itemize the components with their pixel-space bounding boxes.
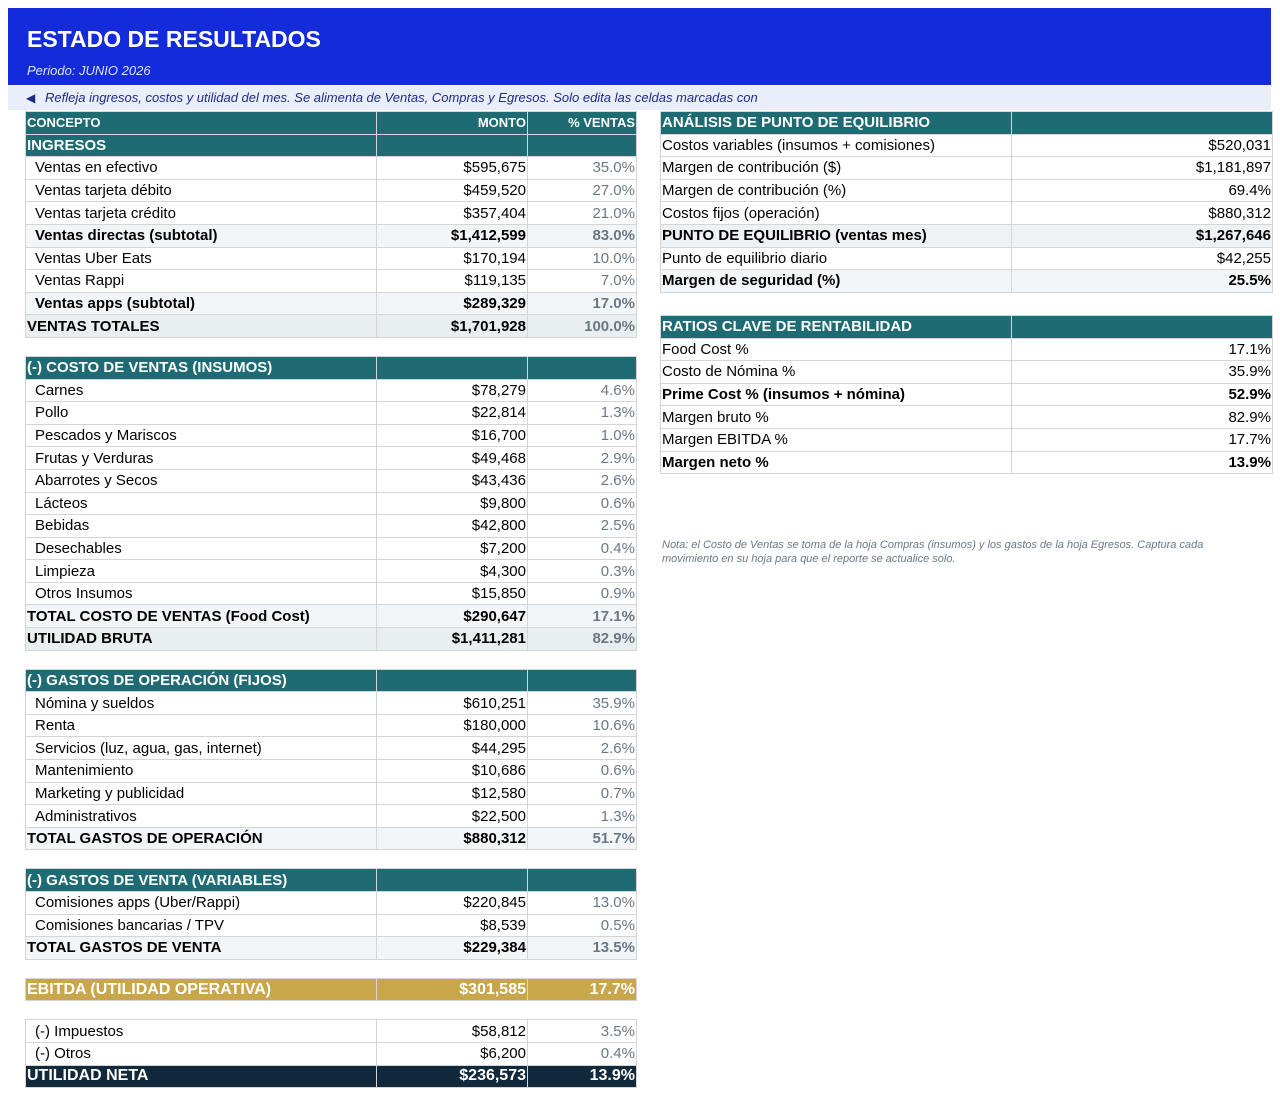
row-label[interactable]: Frutas y Verduras bbox=[26, 447, 377, 470]
safety-margin-row[interactable] bbox=[661, 270, 1273, 293]
table-row[interactable] bbox=[26, 782, 637, 805]
table-row[interactable] bbox=[26, 157, 637, 180]
table-row[interactable] bbox=[661, 179, 1273, 202]
row-pct[interactable]: 83.0% bbox=[528, 224, 637, 247]
row-amount[interactable]: $880,312 bbox=[377, 827, 528, 850]
instruction-text: Refleja ingresos, costos y utilidad del mes. Se alimenta de Ventas, Compras y Egresos. Solo edita las celdas marcadas con bbox=[45, 90, 758, 105]
row-amount[interactable]: $9,800 bbox=[377, 492, 528, 515]
break-even-row[interactable] bbox=[661, 224, 1273, 247]
row-pct[interactable]: 17.1% bbox=[528, 605, 637, 628]
row-label[interactable]: Ventas tarjeta crédito bbox=[26, 202, 377, 225]
row-pct[interactable]: 2.6% bbox=[528, 737, 637, 760]
table-row[interactable] bbox=[26, 469, 637, 492]
table-header-row bbox=[26, 112, 637, 135]
report-title: ESTADO DE RESULTADOS bbox=[27, 26, 321, 52]
row-amount[interactable]: $220,845 bbox=[377, 892, 528, 915]
row-pct[interactable]: 0.7% bbox=[528, 782, 637, 805]
table-row[interactable] bbox=[661, 202, 1273, 225]
row-label[interactable]: Mantenimiento bbox=[26, 760, 377, 783]
report-header bbox=[8, 8, 1271, 85]
row-label[interactable]: UTILIDAD BRUTA bbox=[26, 628, 377, 651]
row-amount[interactable]: $8,539 bbox=[377, 914, 528, 937]
row-value[interactable]: 69.4% bbox=[1012, 179, 1273, 202]
row-value[interactable]: $880,312 bbox=[1012, 202, 1273, 225]
table-row[interactable] bbox=[26, 202, 637, 225]
total-row[interactable] bbox=[26, 315, 637, 338]
row-pct[interactable]: 0.5% bbox=[528, 914, 637, 937]
row-label[interactable]: Costos variables (insumos + comisiones) bbox=[661, 134, 1012, 157]
row-pct[interactable]: 0.3% bbox=[528, 560, 637, 583]
table-row[interactable] bbox=[26, 402, 637, 425]
section-title: (-) COSTO DE VENTAS (INSUMOS) bbox=[26, 356, 377, 379]
row-amount[interactable]: $301,585 bbox=[377, 978, 528, 1001]
section-title: (-) GASTOS DE OPERACIÓN (FIJOS) bbox=[26, 669, 377, 692]
break-even-table bbox=[660, 111, 1273, 293]
row-amount[interactable]: $1,412,599 bbox=[377, 224, 528, 247]
row-pct[interactable]: 51.7% bbox=[528, 827, 637, 850]
row-pct[interactable]: 35.0% bbox=[528, 157, 637, 180]
row-label[interactable]: Costo de Nómina % bbox=[661, 361, 1012, 384]
row-label[interactable]: TOTAL GASTOS DE VENTA bbox=[26, 937, 377, 960]
row-label[interactable]: TOTAL COSTO DE VENTAS (Food Cost) bbox=[26, 605, 377, 628]
row-amount[interactable]: $42,800 bbox=[377, 515, 528, 538]
row-label[interactable]: Costos fijos (operación) bbox=[661, 202, 1012, 225]
row-pct[interactable]: 0.4% bbox=[528, 1042, 637, 1065]
row-amount[interactable]: $610,251 bbox=[377, 692, 528, 715]
ratios-table bbox=[660, 315, 1273, 474]
ebitda-row[interactable] bbox=[26, 978, 637, 1001]
gross-profit-row[interactable] bbox=[26, 628, 637, 651]
table-row[interactable] bbox=[26, 424, 637, 447]
row-amount[interactable]: $229,384 bbox=[377, 937, 528, 960]
row-amount[interactable]: $236,573 bbox=[377, 1065, 528, 1088]
row-amount[interactable]: $78,279 bbox=[377, 379, 528, 402]
row-label[interactable]: Limpieza bbox=[26, 560, 377, 583]
table-row[interactable] bbox=[26, 805, 637, 828]
row-label[interactable]: Renta bbox=[26, 714, 377, 737]
row-value[interactable]: 17.7% bbox=[1012, 428, 1273, 451]
table-row[interactable] bbox=[661, 383, 1273, 406]
row-amount[interactable]: $49,468 bbox=[377, 447, 528, 470]
row-label[interactable]: Comisiones bancarias / TPV bbox=[26, 914, 377, 937]
row-pct[interactable]: 1.3% bbox=[528, 402, 637, 425]
row-amount[interactable]: $459,520 bbox=[377, 179, 528, 202]
total-row[interactable] bbox=[26, 605, 637, 628]
row-value[interactable]: $1,181,897 bbox=[1012, 157, 1273, 180]
ratios-header bbox=[661, 316, 1273, 339]
row-pct[interactable]: 10.6% bbox=[528, 714, 637, 737]
row-amount[interactable]: $10,686 bbox=[377, 760, 528, 783]
header-concepto: CONCEPTO bbox=[26, 112, 377, 135]
row-amount[interactable]: $1,701,928 bbox=[377, 315, 528, 338]
table-row[interactable] bbox=[26, 447, 637, 470]
row-pct[interactable]: 1.0% bbox=[528, 424, 637, 447]
row-amount[interactable]: $22,814 bbox=[377, 402, 528, 425]
row-label[interactable]: Ventas Rappi bbox=[26, 270, 377, 293]
table-row[interactable] bbox=[661, 361, 1273, 384]
row-pct[interactable]: 13.9% bbox=[528, 1065, 637, 1088]
row-pct[interactable]: 82.9% bbox=[528, 628, 637, 651]
table-row[interactable] bbox=[26, 515, 637, 538]
row-amount[interactable]: $595,675 bbox=[377, 157, 528, 180]
row-pct[interactable]: 0.6% bbox=[528, 492, 637, 515]
row-label[interactable]: Margen neto % bbox=[661, 451, 1012, 474]
row-pct[interactable]: 13.5% bbox=[528, 937, 637, 960]
row-pct[interactable]: 1.3% bbox=[528, 805, 637, 828]
row-amount[interactable]: $12,580 bbox=[377, 782, 528, 805]
row-label[interactable]: VENTAS TOTALES bbox=[26, 315, 377, 338]
table-row[interactable] bbox=[26, 737, 637, 760]
row-amount[interactable]: $289,329 bbox=[377, 292, 528, 315]
table-row[interactable] bbox=[661, 247, 1273, 270]
row-label[interactable]: Lácteos bbox=[26, 492, 377, 515]
row-label[interactable]: (-) Impuestos bbox=[26, 1020, 377, 1043]
row-amount[interactable]: $15,850 bbox=[377, 582, 528, 605]
row-pct[interactable]: 2.5% bbox=[528, 515, 637, 538]
table-row[interactable] bbox=[26, 692, 637, 715]
section-gastos-venta bbox=[26, 869, 637, 892]
table-row[interactable] bbox=[26, 582, 637, 605]
row-amount[interactable]: $119,135 bbox=[377, 270, 528, 293]
table-row[interactable] bbox=[661, 451, 1273, 474]
break-even-header bbox=[661, 112, 1273, 135]
row-label[interactable]: Marketing y publicidad bbox=[26, 782, 377, 805]
row-pct[interactable]: 3.5% bbox=[528, 1020, 637, 1043]
row-label[interactable]: Comisiones apps (Uber/Rappi) bbox=[26, 892, 377, 915]
row-label[interactable]: Carnes bbox=[26, 379, 377, 402]
row-label[interactable]: Otros Insumos bbox=[26, 582, 377, 605]
row-amount[interactable]: $22,500 bbox=[377, 805, 528, 828]
total-row[interactable] bbox=[26, 937, 637, 960]
row-pct[interactable]: 0.6% bbox=[528, 760, 637, 783]
row-label[interactable]: PUNTO DE EQUILIBRIO (ventas mes) bbox=[661, 224, 1012, 247]
row-pct[interactable]: 2.9% bbox=[528, 447, 637, 470]
row-amount[interactable]: $180,000 bbox=[377, 714, 528, 737]
footnote: Nota: el Costo de Ventas se toma de la hoja Compras (insumos) y los gastos de la hoja Egresos. Captura cada movimiento en su hoja para que el reporte se actualice solo. bbox=[662, 539, 1204, 565]
row-label[interactable]: Servicios (luz, agua, gas, internet) bbox=[26, 737, 377, 760]
row-value[interactable]: $1,267,646 bbox=[1012, 224, 1273, 247]
table-row[interactable] bbox=[26, 379, 637, 402]
row-label[interactable]: Administrativos bbox=[26, 805, 377, 828]
table-row[interactable] bbox=[26, 492, 637, 515]
row-label[interactable]: Desechables bbox=[26, 537, 377, 560]
row-amount[interactable]: $4,300 bbox=[377, 560, 528, 583]
row-pct[interactable]: 27.0% bbox=[528, 179, 637, 202]
net-profit-row[interactable] bbox=[26, 1065, 637, 1088]
table-row[interactable] bbox=[26, 1042, 637, 1065]
table-row[interactable] bbox=[661, 134, 1273, 157]
row-pct[interactable]: 17.7% bbox=[528, 978, 637, 1001]
header-monto: MONTO bbox=[377, 112, 528, 135]
row-label[interactable]: Margen de seguridad (%) bbox=[661, 270, 1012, 293]
row-amount[interactable]: $357,404 bbox=[377, 202, 528, 225]
row-label[interactable]: TOTAL GASTOS DE OPERACIÓN bbox=[26, 827, 377, 850]
row-pct[interactable]: 10.0% bbox=[528, 247, 637, 270]
row-amount[interactable]: $6,200 bbox=[377, 1042, 528, 1065]
row-pct[interactable]: 13.0% bbox=[528, 892, 637, 915]
row-amount[interactable]: $290,647 bbox=[377, 605, 528, 628]
row-label[interactable]: Ventas Uber Eats bbox=[26, 247, 377, 270]
row-label[interactable]: (-) Otros bbox=[26, 1042, 377, 1065]
section-title: RATIOS CLAVE DE RENTABILIDAD bbox=[661, 316, 1012, 339]
row-label[interactable]: Nómina y sueldos bbox=[26, 692, 377, 715]
total-row[interactable] bbox=[26, 827, 637, 850]
row-pct[interactable]: 2.6% bbox=[528, 469, 637, 492]
income-statement-table bbox=[25, 111, 637, 1088]
row-label[interactable]: Pollo bbox=[26, 402, 377, 425]
table-row[interactable] bbox=[661, 428, 1273, 451]
row-label[interactable]: Prime Cost % (insumos + nómina) bbox=[661, 383, 1012, 406]
table-row[interactable] bbox=[26, 1020, 637, 1043]
table-row[interactable] bbox=[26, 270, 637, 293]
row-value[interactable]: 35.9% bbox=[1012, 361, 1273, 384]
row-pct[interactable]: 7.0% bbox=[528, 270, 637, 293]
row-value[interactable]: 52.9% bbox=[1012, 383, 1273, 406]
section-ingresos bbox=[26, 134, 637, 157]
row-pct[interactable]: 21.0% bbox=[528, 202, 637, 225]
section-title: ANÁLISIS DE PUNTO DE EQUILIBRIO bbox=[661, 112, 1012, 135]
row-value[interactable]: 17.1% bbox=[1012, 338, 1273, 361]
row-pct[interactable]: 4.6% bbox=[528, 379, 637, 402]
table-row[interactable] bbox=[661, 338, 1273, 361]
row-label[interactable]: UTILIDAD NETA bbox=[26, 1065, 377, 1088]
row-value[interactable]: 82.9% bbox=[1012, 406, 1273, 429]
row-value[interactable]: $520,031 bbox=[1012, 134, 1273, 157]
row-pct[interactable]: 35.9% bbox=[528, 692, 637, 715]
table-row[interactable] bbox=[26, 914, 637, 937]
row-label[interactable]: Bebidas bbox=[26, 515, 377, 538]
section-title: INGRESOS bbox=[26, 134, 377, 157]
table-row[interactable] bbox=[26, 179, 637, 202]
row-label[interactable]: Ventas directas (subtotal) bbox=[26, 224, 377, 247]
section-title: (-) GASTOS DE VENTA (VARIABLES) bbox=[26, 869, 377, 892]
row-value[interactable]: 25.5% bbox=[1012, 270, 1273, 293]
row-amount[interactable]: $58,812 bbox=[377, 1020, 528, 1043]
table-row[interactable] bbox=[26, 560, 637, 583]
subtotal-row[interactable] bbox=[26, 224, 637, 247]
arrow-left-icon: ◀ bbox=[26, 91, 36, 105]
row-amount[interactable]: $170,194 bbox=[377, 247, 528, 270]
row-pct[interactable]: 100.0% bbox=[528, 315, 637, 338]
row-label[interactable]: Margen de contribución ($) bbox=[661, 157, 1012, 180]
row-amount[interactable]: $16,700 bbox=[377, 424, 528, 447]
row-pct[interactable]: 17.0% bbox=[528, 292, 637, 315]
row-label[interactable]: EBITDA (UTILIDAD OPERATIVA) bbox=[26, 978, 377, 1001]
row-value[interactable]: 13.9% bbox=[1012, 451, 1273, 474]
row-amount[interactable]: $7,200 bbox=[377, 537, 528, 560]
row-value[interactable]: $42,255 bbox=[1012, 247, 1273, 270]
instruction-bar bbox=[8, 86, 1271, 110]
table-row[interactable] bbox=[26, 714, 637, 737]
section-gastos-operacion bbox=[26, 669, 637, 692]
table-row[interactable] bbox=[26, 892, 637, 915]
row-amount[interactable]: $44,295 bbox=[377, 737, 528, 760]
header-pct: % VENTAS bbox=[528, 112, 637, 135]
table-row[interactable] bbox=[661, 157, 1273, 180]
row-label[interactable]: Abarrotes y Secos bbox=[26, 469, 377, 492]
section-costo-ventas bbox=[26, 356, 637, 379]
row-label[interactable]: Punto de equilibrio diario bbox=[661, 247, 1012, 270]
table-row[interactable] bbox=[26, 760, 637, 783]
row-label[interactable]: Margen EBITDA % bbox=[661, 428, 1012, 451]
row-label[interactable]: Food Cost % bbox=[661, 338, 1012, 361]
report-period: Periodo: JUNIO 2026 bbox=[27, 63, 151, 78]
row-label[interactable]: Pescados y Mariscos bbox=[26, 424, 377, 447]
row-pct[interactable]: 0.9% bbox=[528, 582, 637, 605]
row-label[interactable]: Margen bruto % bbox=[661, 406, 1012, 429]
row-label[interactable]: Ventas apps (subtotal) bbox=[26, 292, 377, 315]
row-label[interactable]: Margen de contribución (%) bbox=[661, 179, 1012, 202]
row-pct[interactable]: 0.4% bbox=[528, 537, 637, 560]
row-label[interactable]: Ventas en efectivo bbox=[26, 157, 377, 180]
table-row[interactable] bbox=[661, 406, 1273, 429]
row-amount[interactable]: $43,436 bbox=[377, 469, 528, 492]
row-amount[interactable]: $1,411,281 bbox=[377, 628, 528, 651]
row-label[interactable]: Ventas tarjeta débito bbox=[26, 179, 377, 202]
table-row[interactable] bbox=[26, 247, 637, 270]
subtotal-row[interactable] bbox=[26, 292, 637, 315]
table-row[interactable] bbox=[26, 537, 637, 560]
